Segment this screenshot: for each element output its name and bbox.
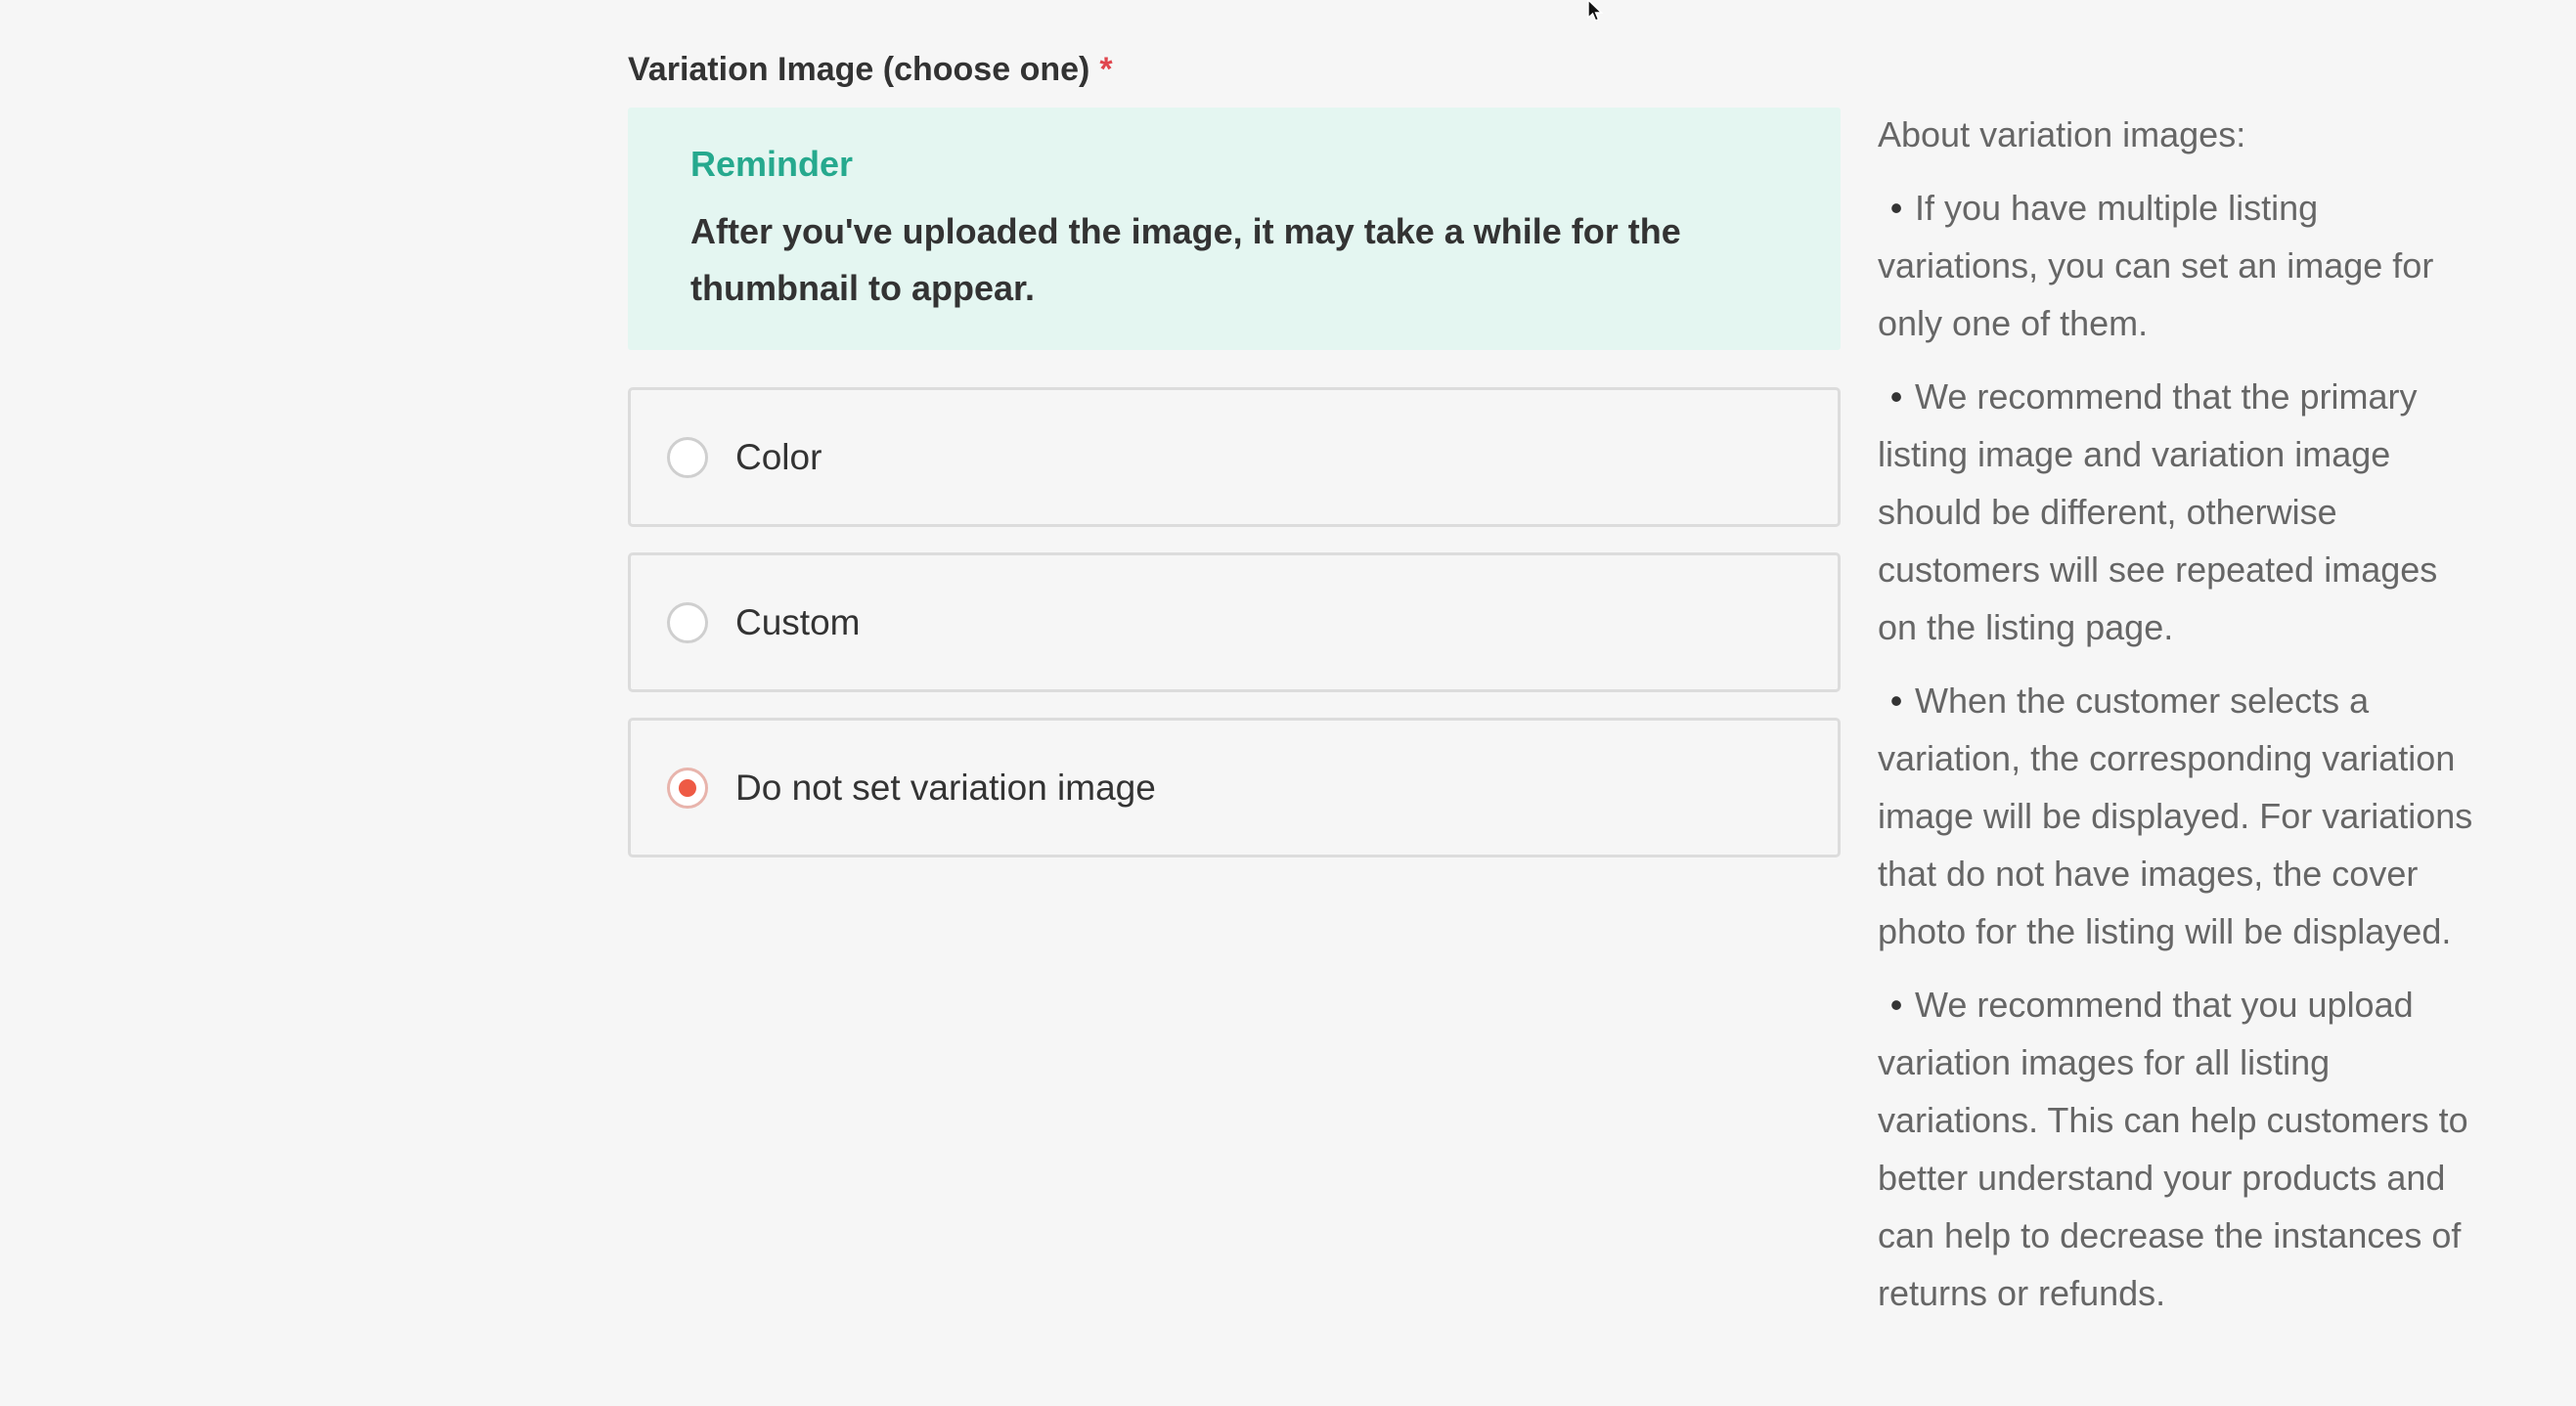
field-label: [628, 51, 1113, 89]
about-item-text: When the customer selects a variation, the corresponding variation image will be displayed. For variations that do not have images, the cover photo for the listing will be displayed.: [1878, 681, 2473, 951]
option-custom[interactable]: [628, 552, 1841, 692]
reminder-title: Reminder: [690, 144, 854, 184]
bullet: •: [1889, 985, 1903, 1025]
about-panel: [1878, 106, 2484, 1338]
about-title: About variation images:: [1878, 114, 2246, 154]
bullet: •: [1889, 681, 1903, 721]
reminder-box: [628, 108, 1841, 350]
required-mark: *: [1099, 51, 1113, 88]
radio-custom[interactable]: [667, 602, 708, 643]
about-item: [1878, 672, 2484, 960]
radio-color[interactable]: [667, 437, 708, 478]
bullet: •: [1889, 376, 1903, 417]
about-item-text: If you have multiple listing variations, you can set an image for only one of them.: [1878, 188, 2434, 343]
about-item: [1878, 368, 2484, 656]
about-item-text: We recommend that the primary listing image and variation image should be different, otherwise customers will see repeated images on the listing page.: [1878, 376, 2438, 647]
option-color[interactable]: [628, 387, 1841, 527]
mouse-pointer-icon: [1586, 0, 1610, 23]
about-item: [1878, 179, 2484, 352]
option-label-color: Color: [735, 436, 822, 477]
field-label-text: Variation Image (choose one): [628, 51, 1090, 88]
bullet: •: [1889, 188, 1903, 228]
about-item-text: We recommend that you upload variation images for all listing variations. This can help customers to better understand your products and can help to decrease the instances of returns or refunds.: [1878, 985, 2468, 1313]
reminder-body: After you've uploaded the image, it may take a while for the thumbnail to appear.: [690, 211, 1681, 308]
variation-image-options: [628, 387, 1841, 883]
radio-selected-dot: [679, 779, 696, 797]
about-item: [1878, 976, 2484, 1322]
option-do-not-set[interactable]: [628, 718, 1841, 857]
option-label-custom: Custom: [735, 601, 861, 642]
radio-do-not-set[interactable]: [667, 768, 708, 809]
option-label-do-not-set: Do not set variation image: [735, 767, 1156, 808]
